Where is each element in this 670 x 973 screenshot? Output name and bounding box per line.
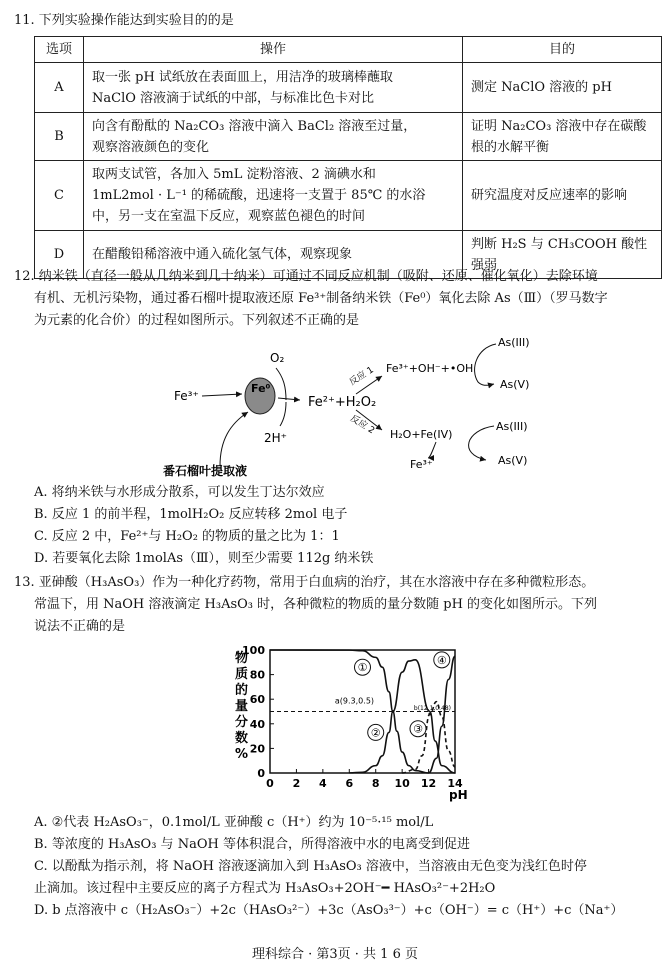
x-tick-label: 10 [394,777,410,790]
series-line-2 [349,660,455,773]
x-tick-label: 8 [371,777,380,790]
q13-stem-3: 说法不正确的是 [34,619,126,634]
q12-option-c: C. 反应 2 中，Fe²⁺与 H₂O₂ 的物质的量之比为 1：1 [34,529,340,544]
row-option: B [35,113,84,161]
row-operation: 取一张 pH 试纸放在表面皿上，用洁净的玻璃棒蘸取 NaClO 溶液滴于试纸的中部，与标准比色卡对比 [84,63,463,113]
header-option: 选项 [35,37,84,63]
q13-option-c-2: 止滴加。该过程中主要反应的离子方程式为 H₃AsO₃+2OH⁻━ HAsO₃²⁻+2H₂O [34,881,496,896]
as3-top-label: As(III) [498,336,530,349]
x-tick-label: 2 [292,777,301,790]
q13-stem-1: 13. 亚砷酸（H₃AsO₃）作为一种化疗药物，常用于白血病的治疗，其在水溶液中存在多种微粒形态。 [14,575,595,590]
series-label-1: ① [357,661,368,675]
extract-label: 番石榴叶提取液 [163,464,248,478]
y-tick-label: 60 [249,693,265,707]
arrow-h-in [280,402,286,426]
y-tick-label: 80 [249,668,265,682]
arrow-extract-up [220,412,248,466]
table-header-row [35,37,662,63]
table-row [35,113,662,161]
point-label-a: a(9.3,0.5) [334,696,375,706]
row-goal: 判断 H₂S 与 CH₃COOH 酸性 强弱 [463,231,662,279]
as3-bottom-label: As(III) [496,420,528,433]
q13-chart [215,640,485,810]
as5-bottom-label: As(V) [498,454,528,467]
as5-top-label: As(V) [500,378,530,391]
row-operation: 取两支试管，各加入 5mL 淀粉溶液、2 滴碘水和 1mL2mol · L⁻¹ 的稀硫酸，迅速将一支置于 85℃ 的水浴 中，另一支在室温下反应，观察蓝色褪色的时间 [84,161,463,231]
row-option: C [35,161,84,231]
q11-table [34,36,662,279]
row-option: A [35,63,84,113]
y-tick-label: 100 [242,644,265,657]
series-label-4: ④ [436,653,447,667]
header-operation: 操作 [84,37,463,63]
series-line-3 [402,702,455,773]
x-tick-label: 12 [420,777,437,790]
series-label-2: ② [370,726,381,740]
reaction-2-label: 反应 2 [348,413,377,437]
arrow-as3-to-as5-bottom [469,426,494,460]
y-tick-label: 20 [249,742,265,756]
row-operation: 在醋酸铅稀溶液中通入硫化氢气体，观察现象 [84,231,463,279]
x-axis-label: pH [449,788,468,802]
header-goal: 目的 [463,37,662,63]
x-tick-label: 14 [447,777,463,790]
x-tick-label: 0 [266,777,274,790]
q12-stem-3: 为元素的化合价）的过程如图所示。下列叙述不正确的是 [34,313,360,328]
arrow-to-fe3 [428,442,436,458]
q12-stem-2: 有机、无机污染物，通过番石榴叶提取液还原 Fe³⁺制备纳米铁（Fe⁰）氧化去除 As（Ⅲ）（罗马数字 [34,291,608,306]
y-tick-label: 0 [257,767,265,780]
row-option: D [35,231,84,279]
row-goal: 测定 NaClO 溶液的 pH [463,63,662,113]
row-operation: 向含有酚酞的 Na₂CO₃ 溶液中滴入 BaCl₂ 溶液至过量， 观察溶液颜色的变化 [84,113,463,161]
q13-option-d: D. b 点溶液中 c（H₂AsO₃⁻）+2c（HAsO₃²⁻）+3c（AsO₃³⁻）+c（OH⁻）= c（H⁺）+c（Na⁺） [34,903,624,918]
q12-option-d: D. 若要氧化去除 1molAs（Ⅲ），则至少需要 112g 纳米铁 [34,551,374,566]
y-axis-label: 物质的量分数% [235,651,249,762]
center-species: Fe²⁺+H₂O₂ [308,395,377,410]
q13-stem-2: 常温下，用 NaOH 溶液滴定 H₃AsO₃ 时，各种微粒的物质的量分数随 pH 的变化如图所示。下列 [34,597,598,612]
fe0-label: Fe⁰ [251,382,271,395]
q12-option-a: A. 将纳米铁与水形成分散系，可以发生丁达尔效应 [34,485,325,500]
arrow-as3-to-as5-top [475,344,496,385]
series-label-3: ③ [413,722,423,736]
x-tick-label: 6 [345,777,354,790]
arrow-to-center [278,398,300,400]
series-line-4 [429,653,455,773]
page-footer: 理科综合 · 第3页 · 共 1 6 页 [251,947,418,962]
reaction-2-products: H₂O+Fe(IV) [390,428,453,441]
row-goal: 研究温度对反应速率的影响 [463,161,662,231]
q13-option-b: B. 等浓度的 H₃AsO₃ 与 NaOH 等体积混合，所得溶液中水的电离受到促进 [34,837,470,852]
table-row [35,63,662,113]
q12-diagram [160,330,560,480]
point-b [428,712,431,715]
q11-stem: 11. 下列实验操作能达到实验目的的是 [14,13,234,28]
reaction-1-products: Fe³⁺+OH⁻+•OH [386,362,474,375]
arrow-fe3-to-fe0 [202,394,242,396]
q13-option-c-1: C. 以酚酞为指示剂，将 NaOH 溶液逐滴加入到 H₃AsO₃ 溶液中，当溶液由无色变为浅红色时停 [34,859,587,874]
o2-label: O₂ [270,351,285,365]
arrow-o2-in [276,368,286,400]
point-label-b: b(12.1,0.48) [413,704,452,712]
x-tick-label: 4 [319,777,327,790]
table-row [35,161,662,231]
row-goal: 证明 Na₂CO₃ 溶液中存在碳酸 根的水解平衡 [463,113,662,161]
q12-stem-1: 12. 纳米铁（直径一般从几纳米到几十纳米）可通过不同反应机制（吸附、还原、催化氧化）去除环境 [14,269,598,284]
q13-option-a: A. ②代表 H₂AsO₃⁻，0.1mol/L 亚砷酸 c（H⁺）约为 10⁻⁵·¹⁵ mol/L [34,815,434,830]
reaction-1-label: 反应 1 [347,365,376,388]
point-a [391,710,394,713]
h-plus-label: 2H⁺ [264,431,287,445]
fe3-bottom-label: Fe³⁺ [410,458,433,471]
fe3-left-label: Fe³⁺ [174,389,199,403]
q12-option-b: B. 反应 1 的前半程，1molH₂O₂ 反应转移 2mol 电子 [34,507,348,522]
y-tick-label: 40 [249,717,265,731]
